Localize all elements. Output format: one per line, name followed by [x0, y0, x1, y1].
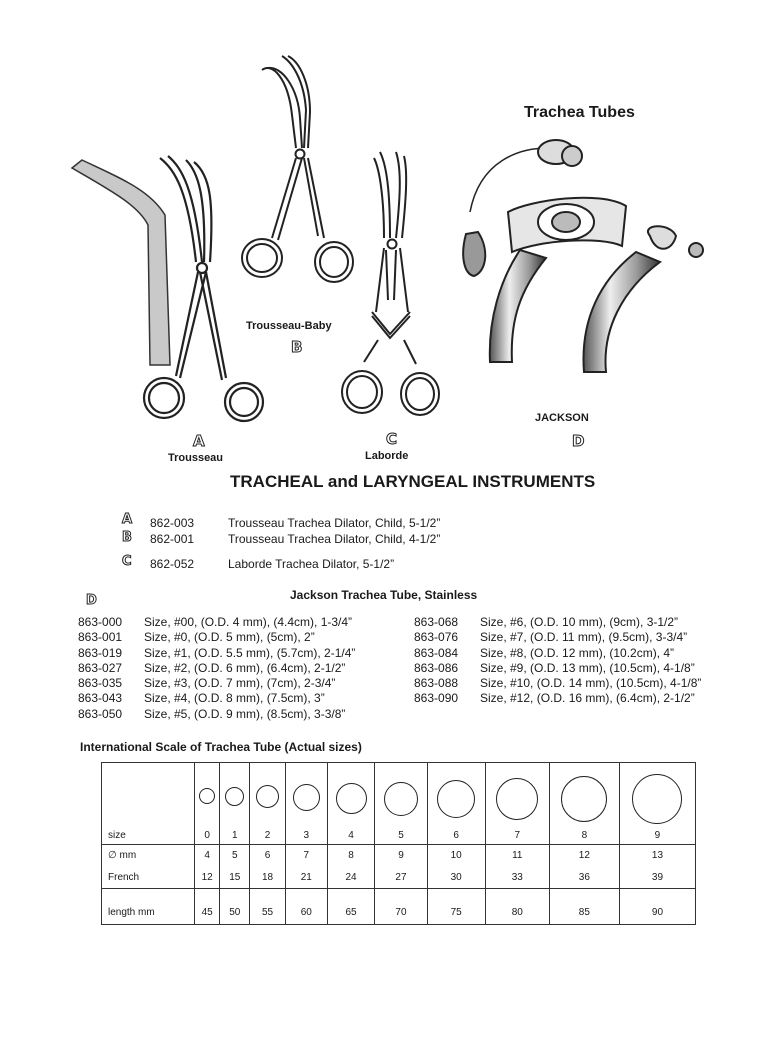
length-cell: 45	[195, 889, 220, 925]
letter-a: A	[193, 432, 205, 450]
trachea-scale-table	[101, 762, 696, 925]
french-cell: 18	[250, 867, 286, 889]
product-code: 862-001	[150, 532, 195, 546]
size-value: 7	[514, 830, 521, 841]
trachea-tubes-title: Trachea Tubes	[524, 104, 635, 121]
size-code: 863-027	[78, 660, 123, 675]
size-row	[414, 630, 744, 645]
size-row	[414, 646, 744, 661]
french-cell: 24	[327, 867, 375, 889]
size-circle-9	[632, 774, 682, 824]
size-code: 863-043	[78, 691, 123, 706]
row-label-length: length mm	[102, 889, 195, 925]
size-cell	[619, 763, 695, 845]
size-row	[414, 615, 744, 630]
length-cell: 55	[250, 889, 286, 925]
scale-title: International Scale of Trachea Tube (Actual sizes)	[80, 740, 362, 754]
size-value: 6	[453, 830, 459, 841]
size-code: 863-086	[414, 660, 459, 675]
size-cell	[250, 763, 286, 845]
size-code: 863-001	[78, 630, 123, 645]
size-value: 2	[264, 830, 271, 841]
size-value: 4	[348, 830, 354, 841]
size-desc: Size, #00, (O.D. 4 mm), (4.4cm), 1-3/4”	[144, 615, 353, 629]
size-row	[78, 691, 388, 706]
caption-trousseau-baby: Trousseau-Baby	[246, 320, 332, 332]
french-cell: 30	[427, 867, 485, 889]
size-code: 863-035	[78, 676, 123, 691]
size-cell	[195, 763, 220, 845]
size-cell	[375, 763, 427, 845]
size-row	[78, 676, 388, 691]
size-code: 863-019	[78, 645, 123, 660]
size-code: 863-050	[78, 706, 123, 721]
size-desc: Size, #9, (O.D. 13 mm), (10.5cm), 4-1/8”	[480, 660, 695, 675]
trousseau-baby-dilator-image	[242, 56, 353, 282]
size-row	[414, 691, 744, 706]
size-cell	[327, 763, 375, 845]
french-cell: 33	[485, 867, 549, 889]
size-row	[78, 707, 388, 722]
size-value: 3	[303, 830, 310, 841]
trousseau-dilator-image	[72, 156, 263, 421]
size-circle-6	[437, 780, 475, 818]
mm-cell: 9	[375, 845, 427, 867]
size-cell	[220, 763, 250, 845]
size-circle-1	[225, 787, 244, 806]
size-code: 863-000	[78, 615, 123, 629]
french-cell: 27	[375, 867, 427, 889]
size-code: 863-088	[414, 676, 459, 691]
caption-laborde: Laborde	[365, 450, 409, 462]
length-cell: 65	[327, 889, 375, 925]
size-circle-7	[496, 778, 538, 820]
mm-cell: 10	[427, 845, 485, 867]
size-code: 863-076	[414, 630, 459, 645]
product-desc: Laborde Trachea Dilator, 5-1/2”	[228, 557, 395, 571]
row-label-mm: ∅ mm	[102, 845, 195, 867]
product-code: 862-052	[150, 557, 195, 571]
size-cell	[427, 763, 485, 845]
size-cell	[485, 763, 549, 845]
instrument-illustrations	[0, 0, 780, 470]
size-code: 863-090	[414, 691, 459, 706]
size-row	[78, 615, 388, 630]
size-desc: Size, #1, (O.D. 5.5 mm), (5.7cm), 2-1/4”	[144, 645, 356, 660]
product-desc: Trousseau Trachea Dilator, Child, 4-1/2”	[228, 532, 441, 546]
mm-cell: 12	[549, 845, 619, 867]
size-desc: Size, #4, (O.D. 8 mm), (7.5cm), 3”	[144, 691, 325, 706]
length-cell: 60	[285, 889, 327, 925]
length-cell: 50	[220, 889, 250, 925]
size-circle-4	[336, 783, 367, 814]
row-label-size: size	[102, 763, 195, 845]
size-desc: Size, #2, (O.D. 6 mm), (6.4cm), 2-1/2”	[144, 660, 346, 675]
size-row	[414, 676, 744, 691]
product-letter-b: B	[122, 530, 132, 545]
mm-cell: 8	[327, 845, 375, 867]
caption-trousseau: Trousseau	[168, 452, 224, 464]
size-desc: Size, #7, (O.D. 11 mm), (9.5cm), 3-3/4”	[480, 630, 688, 645]
size-value: 1	[231, 830, 238, 841]
sizes-list-left	[78, 615, 388, 722]
product-desc: Trousseau Trachea Dilator, Child, 5-1/2”	[228, 516, 441, 530]
size-circle-2	[256, 785, 279, 808]
letter-c: C	[386, 430, 398, 448]
mm-cell: 7	[285, 845, 327, 867]
length-row	[102, 889, 696, 925]
product-letter-c: C	[122, 554, 132, 569]
french-cell: 39	[619, 867, 695, 889]
size-desc: Size, #8, (O.D. 12 mm), (10.2cm), 4”	[480, 645, 675, 660]
row-label-french: French	[102, 867, 195, 889]
length-cell: 85	[549, 889, 619, 925]
mm-cell: 11	[485, 845, 549, 867]
size-desc: Size, #3, (O.D. 7 mm), (7cm), 2-3/4”	[144, 676, 336, 691]
mm-cell: 4	[195, 845, 220, 867]
mm-cell: 13	[619, 845, 695, 867]
length-cell: 70	[375, 889, 427, 925]
size-row	[78, 630, 388, 645]
size-desc: Size, #6, (O.D. 10 mm), (9cm), 3-1/2”	[480, 615, 679, 629]
jackson-trachea-tube-image	[463, 140, 703, 372]
size-code: 863-068	[414, 615, 459, 629]
product-code: 862-003	[150, 516, 195, 530]
mm-row	[102, 845, 696, 867]
french-row	[102, 867, 696, 889]
mm-cell: 6	[250, 845, 286, 867]
section-title: TRACHEAL and LARYNGEAL INSTRUMENTS	[230, 472, 596, 491]
french-cell: 12	[195, 867, 220, 889]
size-value: 5	[398, 830, 404, 841]
size-value: 0	[204, 830, 210, 841]
size-row	[78, 661, 388, 676]
product-letter-a: A	[122, 512, 133, 527]
circles-and-size-row	[102, 763, 696, 845]
size-desc: Size, #10, (O.D. 14 mm), (10.5cm), 4-1/8”	[480, 676, 702, 691]
size-value: 9	[654, 830, 661, 841]
size-code: 863-084	[414, 645, 459, 660]
size-circle-5	[384, 782, 418, 816]
french-cell: 15	[220, 867, 250, 889]
laborde-dilator-image	[342, 152, 439, 415]
size-row	[414, 661, 744, 676]
size-cell	[285, 763, 327, 845]
french-cell: 21	[285, 867, 327, 889]
length-cell: 90	[619, 889, 695, 925]
size-circle-8	[561, 776, 607, 822]
jackson-list-title: Jackson Trachea Tube, Stainless	[290, 588, 478, 602]
length-cell: 75	[427, 889, 485, 925]
jackson-letter-d: D	[86, 593, 97, 608]
size-circle-3	[293, 784, 320, 811]
letter-d: D	[572, 432, 585, 450]
letter-b: B	[291, 338, 303, 356]
french-cell: 36	[549, 867, 619, 889]
mm-cell: 5	[220, 845, 250, 867]
size-cell	[549, 763, 619, 845]
size-row	[78, 646, 388, 661]
length-cell: 80	[485, 889, 549, 925]
size-circle-0	[199, 788, 215, 804]
sizes-list-right	[414, 615, 744, 707]
size-desc: Size, #0, (O.D. 5 mm), (5cm), 2”	[144, 630, 315, 645]
size-desc: Size, #12, (O.D. 16 mm), (6.4cm), 2-1/2”	[480, 691, 695, 706]
size-desc: Size, #5, (O.D. 9 mm), (8.5cm), 3-3/8”	[144, 706, 346, 721]
size-value: 8	[581, 830, 588, 841]
caption-jackson: JACKSON	[535, 412, 589, 424]
